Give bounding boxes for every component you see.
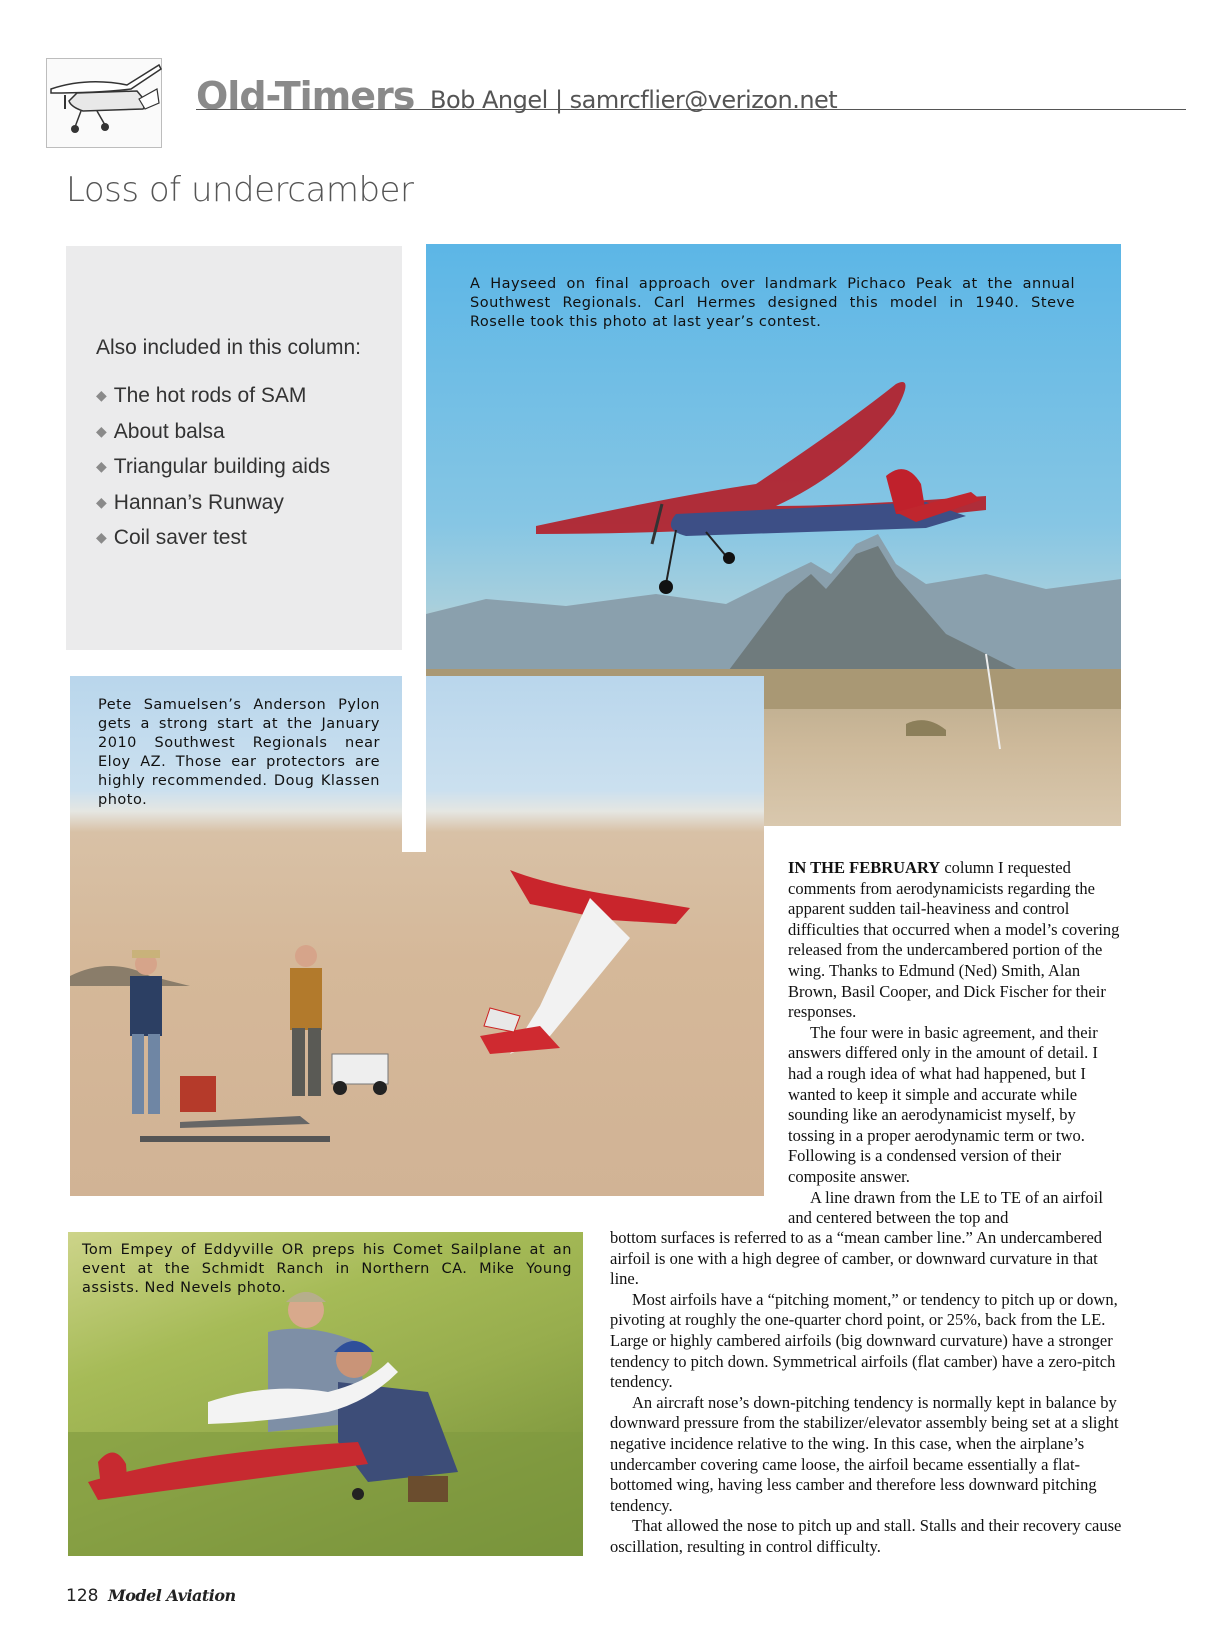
paragraph: An aircraft nose’s down-pitching tendency is normally kept in balance by downward pressure from the stabilizer/elevator assembly being set at a slight negative incidence relative to the wing. In this case, when the airplane’s undercamber covering came loose, the airfoil became essentially a flat-bottomed wing, having less camber and therefore less downward pitching tendency.	[610, 1392, 1119, 1515]
page-number: 128	[66, 1586, 99, 1606]
list-item: ◆ Hannan’s Runway	[96, 490, 284, 514]
paragraph: Most airfoils have a “pitching moment,” or tendency to pitch up or down, pivoting at roughly the one-quarter chord point, or 25%, back from the LE. Large or highly cambered airfoils (big downward curvature) have a stronger tendency to pitch down. Symmetrical airfoils (flat camber) have a zero-pitch tendency.	[610, 1289, 1118, 1392]
layout-gap	[402, 676, 426, 852]
hayseed-photo-caption: A Hayseed on final approach over landmark Pichaco Peak at the annual Southwest Regionals. Carl Hermes designed this model in 1940. Steve Roselle took this photo at last year’s contest.	[470, 276, 1075, 330]
body-column-right	[788, 858, 1123, 1229]
paragraph: A line drawn from the LE to TE of an airfoil and centered between the top and	[788, 1187, 1103, 1228]
paragraph: That allowed the nose to pitch up and stall. Stalls and their recovery cause oscillation, resulting in control difficulty.	[610, 1516, 1122, 1556]
paragraph: The four were in basic agreement, and their answers differed only in the amount of detail. I had a rough idea of what had happened, but I wanted to keep it simple and accurate while sounding like an aerodynamicist myself, by tossing in a proper aerodynamic term or two. Following is a condensed version of their composite answer.	[788, 1022, 1098, 1186]
sidebar-list	[96, 378, 330, 556]
list-item: ◆ Triangular building aids	[96, 455, 331, 478]
magazine-name: Model Aviation	[108, 1586, 236, 1605]
section-name: Old-Timers	[196, 74, 415, 118]
column-logo	[46, 58, 162, 148]
pylon-photo-caption: Pete Samuelsen’s Anderson Pylon gets a strong start at the January 2010 Southwest Regionals near Eloy AZ. Those ear protectors are highly recommended. Doug Klassen photo.	[98, 697, 380, 808]
also-included-sidebar	[66, 246, 402, 650]
header-rule	[196, 109, 1186, 110]
author-byline[interactable]: Bob Angel | samrcflier@verizon.net	[430, 86, 838, 114]
sidebar-heading: Also included in this column:	[96, 336, 361, 359]
paragraph: IN THE FEBRUARY column I requested comments from aerodynamicists regarding the apparent sudden tail-heaviness and control difficulties that occurred when a model’s covering released from the undercambered portion of the wing. Thanks to Edmund (Ned) Smith, Alan Brown, Basil Cooper, and Dick Fischer for their responses.	[788, 858, 1120, 1022]
list-item: ◆ About balsa	[96, 419, 225, 443]
list-item: ◆ The hot rods of SAM	[96, 384, 307, 407]
list-item: ◆ Coil saver test	[96, 526, 247, 549]
article-title: Loss of undercamber	[66, 170, 414, 210]
sailplane-photo-caption: Tom Empey of Eddyville OR preps his Comet Sailplane at an event at the Schmidt Ranch in Northern CA. Mike Young assists. Ned Nevels photo.	[82, 1242, 572, 1296]
old-timer-airplane-icon	[47, 59, 163, 149]
lede-text: IN THE FEBRUARY	[788, 858, 941, 877]
body-column-bottom	[610, 1228, 1123, 1558]
paragraph: bottom surfaces is referred to as a “mean camber line.” An undercambered airfoil is one with a high degree of camber, or downward curvature in that line.	[610, 1228, 1103, 1289]
